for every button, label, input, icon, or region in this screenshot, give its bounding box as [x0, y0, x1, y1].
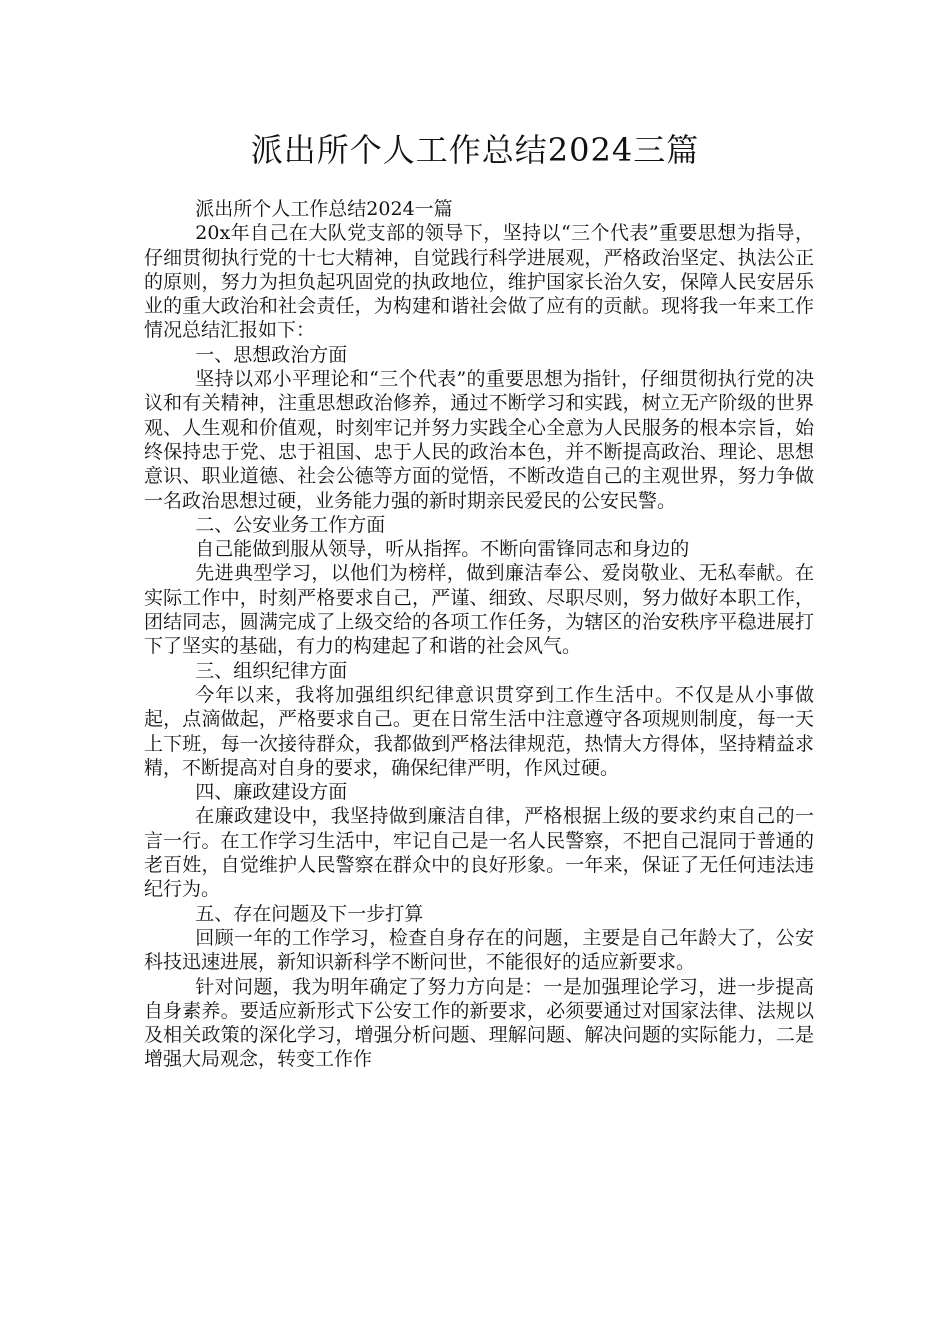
- intro-paragraph: 20x年自己在大队党支部的领导下，坚持以“三个代表”重要思想为指导，仔细贯彻执行党的十七大精神，自觉践行科学进展观，严格政治坚定、执法公正的原则，努力为担负起巩固党的执政地位，维护国家长治久安，保障人民安居乐业的重大政治和社会责任，为构建和谐社会做了应有的贡献。现将我一年来工作情况总结汇报如下：: [144, 222, 814, 342]
- paragraph-plans: 针对问题，我为明年确定了努力方向是：一是加强理论学习，进一步提高自身素养。要适应新形式下公安工作的新要求，必须要通过对国家法律、法规以及相关政策的深化学习，增强分析问题、理解问题、解决问题的实际能力，二是增强大局观念，转变工作作: [144, 975, 814, 1071]
- section-title: 派出所个人工作总结2024一篇: [195, 198, 453, 220]
- heading-problems: 五、存在问题及下一步打算: [195, 902, 424, 925]
- paragraph-discipline: 今年以来，我将加强组织纪律意识贯穿到工作生活中。不仅是从小事做起，点滴做起，严格要求自己。更在日常生活中注意遵守各项规则制度，每一天上下班，每一次接待群众，我都做到严格法律规范，热情大方得体，坚持精益求精，不断提高对自身的要求，确保纪律严明，作风过硬。: [144, 683, 814, 779]
- heading-political: 一、思想政治方面: [195, 343, 348, 366]
- heading-discipline: 三、组织纪律方面: [195, 659, 348, 682]
- paragraph-police-work-b: 先进典型学习，以他们为榜样，做到廉洁奉公、爱岗敬业、无私奉献。在实际工作中，时刻严格要求自己，严谨、细致、尽职尽则，努力做好本职工作，团结同志，圆满完成了上级交给的各项工作任务，为辖区的治安秩序平稳进展打下了坚实的基础，有力的构建起了和谐的社会风气。: [144, 562, 814, 658]
- paragraph-political: 坚持以邓小平理论和“三个代表”的重要思想为指针，仔细贯彻执行党的决议和有关精神，注重思想政治修养，通过不断学习和实践，树立无产阶级的世界观、人生观和价值观，时刻牢记并努力实践全心全意为人民服务的根本宗旨，始终保持忠于党、忠于祖国、忠于人民的政治本色，并不断提高政治、理论、思想意识、职业道德、社会公德等方面的觉悟，不断改造自己的主观世界，努力争做一名政治思想过硬，业务能力强的新时期亲民爱民的公安民警。: [144, 368, 814, 512]
- heading-police-work: 二、公安业务工作方面: [195, 513, 386, 536]
- paragraph-problems: 回顾一年的工作学习，检查自身存在的问题，主要是自己年龄大了，公安科技迅速进展，新知识新科学不断问世，不能很好的适应新要求。: [144, 926, 814, 974]
- paragraph-police-work-a: 自己能做到服从领导，听从指挥。不断向雷锋同志和身边的: [195, 538, 690, 561]
- paragraph-integrity: 在廉政建设中，我坚持做到廉洁自律，严格根据上级的要求约束自己的一言一行。在工作学习生活中，牢记自己是一名人民警察，不把自己混同于普通的老百姓，自觉维护人民警察在群众中的良好形象。一年来，保证了无任何违法违纪行为。: [144, 805, 814, 901]
- document-title: 派出所个人工作总结2024三篇: [250, 131, 700, 169]
- heading-integrity: 四、廉政建设方面: [195, 781, 348, 804]
- document-body: [144, 197, 814, 1072]
